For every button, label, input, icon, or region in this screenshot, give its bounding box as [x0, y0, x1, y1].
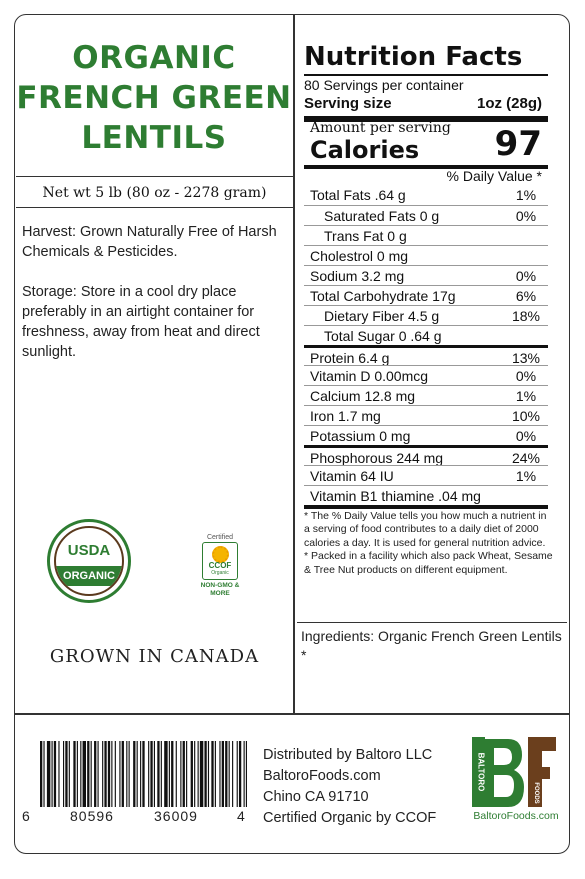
nutrient-name: Total Fats .64 g [310, 187, 406, 203]
nutrient-name: Vitamin 64 IU [310, 468, 394, 484]
ccof-logo [200, 533, 240, 601]
usda-organic-seal [47, 519, 131, 603]
nutrient-dv: 1% [515, 187, 537, 203]
barcode-bar [133, 741, 135, 807]
barcode-digit-3: 36009 [154, 808, 198, 824]
barcode-bar [142, 741, 144, 807]
column-divider [293, 14, 295, 714]
nutrient-dv: 10% [511, 408, 541, 424]
barcode-bar [215, 741, 216, 807]
serving-size-label: Serving size [304, 95, 392, 112]
barcode-bar [246, 741, 247, 807]
nutrient-dv: 13% [511, 350, 541, 366]
barcode-bar [104, 741, 106, 807]
barcode-bar [126, 741, 127, 807]
barcode-bar [43, 741, 44, 807]
rule-bottom [304, 505, 548, 509]
barcode-bar [157, 741, 159, 807]
servings-per-container: 80 Servings per container [304, 77, 464, 93]
barcode [40, 741, 248, 807]
barcode-bar [191, 741, 193, 807]
barcode-bar [119, 741, 120, 807]
nutrient-row [304, 225, 548, 246]
rule-thin [304, 74, 548, 76]
barcode-bar [94, 741, 96, 807]
barcode-bar [186, 741, 187, 807]
grown-in-canada: GROWN IN CANADA [49, 646, 260, 667]
barcode-bar [222, 741, 224, 807]
barcode-bar [176, 741, 177, 807]
usda-seal-band: ORGANIC [56, 566, 122, 586]
nutrient-name: Dietary Fiber 4.5 g [324, 308, 440, 324]
barcode-bar [91, 741, 92, 807]
barcode-bar [115, 741, 116, 807]
nutrient-row [304, 245, 548, 266]
nutrient-row [304, 485, 548, 506]
barcode-digit-1: 6 [22, 808, 31, 824]
nutrient-name: Potassium 0 mg [310, 428, 411, 444]
dist-line-4: Certified Organic by CCOF [263, 810, 437, 826]
nutrient-row [304, 325, 548, 346]
barcode-digit-2: 80596 [70, 808, 114, 824]
barcode-bar [40, 741, 42, 807]
amount-per-serving: Amount per serving [310, 120, 451, 136]
barcode-bar [83, 741, 86, 807]
barcode-bar [140, 741, 141, 807]
serving-size [304, 95, 548, 112]
title-line-1: ORGANIC [72, 40, 236, 76]
barcode-bar [73, 741, 75, 807]
barcode-bar [54, 741, 56, 807]
barcode-bar [69, 741, 70, 807]
usda-seal-top: USDA [67, 542, 111, 559]
calories-label: Calories [310, 136, 420, 164]
barcode-bar [244, 741, 245, 807]
net-weight: Net wt 5 lb (80 oz - 2278 gram) [16, 176, 293, 208]
nutrient-dv: 1% [515, 468, 537, 484]
barcode-bar [219, 741, 220, 807]
barcode-bar [65, 741, 67, 807]
nutrient-name: Saturated Fats 0 g [324, 208, 440, 224]
nutrient-dv: 1% [515, 388, 537, 404]
bottom-divider [14, 713, 570, 715]
barcode-bar [111, 741, 112, 807]
ingredients: Ingredients: Organic French Green Lentils * [297, 622, 567, 665]
barcode-bar [148, 741, 149, 807]
nutrient-dv: 6% [515, 288, 537, 304]
storage-text: Storage: Store in a cool dry place preferably in an airtight container for freshness, away from heat and direct sunlight. [22, 284, 260, 360]
nutrition-title: Nutrition Facts [304, 42, 523, 72]
nutrient-dv: 24% [511, 450, 541, 466]
nutrient-name: Vitamin D 0.00mcg [310, 368, 429, 384]
barcode-bar [237, 741, 238, 807]
barcode-bar [80, 741, 81, 807]
title-line-2: FRENCH GREEN [16, 80, 292, 116]
barcode-bar [194, 741, 195, 807]
distributor-info [263, 745, 463, 829]
nutrient-dv: 0% [515, 268, 537, 284]
barcode-bar [198, 741, 199, 807]
footnote-daily-value: * The % Daily Value tells you how much a nutrient in a serving of food contributes to a daily diet of 2000 calories a day. It is used for general nutrition advice. [304, 510, 547, 549]
title-line-3: LENTILS [81, 120, 227, 156]
nutrient-name: Total Carbohydrate 17g [310, 288, 456, 304]
barcode-bar [171, 741, 173, 807]
barcode-bar [47, 741, 50, 807]
barcode-bar [161, 741, 162, 807]
barcode-bar [204, 741, 206, 807]
barcode-bar [122, 741, 124, 807]
barcode-bar [164, 741, 167, 807]
nutrient-row [304, 405, 548, 426]
barcode-digit-4: 4 [237, 808, 246, 824]
barcode-bar [229, 741, 230, 807]
nutrient-dv: 0% [515, 428, 537, 444]
nutrient-name: Total Sugar 0 .64 g [324, 328, 442, 344]
barcode-bar [239, 741, 241, 807]
harvest-text: Harvest: Grown Naturally Free of Harsh Chemicals & Pesticides. [22, 224, 277, 260]
barcode-bar [154, 741, 155, 807]
nutrient-dv: 0% [515, 368, 537, 384]
logo-right-text: FOODS [533, 782, 539, 804]
calories-value: 97 [494, 124, 542, 164]
nutrient-dv: 0% [515, 208, 537, 224]
barcode-bar [180, 741, 181, 807]
barcode-bar [137, 741, 138, 807]
barcode-bar [150, 741, 152, 807]
nutrient-row [304, 285, 548, 306]
barcode-bar [108, 741, 110, 807]
dist-line-1: Distributed by Baltoro LLC [263, 747, 433, 763]
footnote-allergen: * Packed in a facility which also pack Wheat, Sesame & Tree Nut products on different equipment. [304, 550, 553, 576]
nutrient-name: Trans Fat 0 g [324, 228, 407, 244]
ccof-certified: Certified [206, 534, 234, 541]
footnotes [304, 510, 554, 577]
barcode-bar [200, 741, 203, 807]
barcode-bar [169, 741, 170, 807]
barcode-bar [63, 741, 64, 807]
nutrient-name: Vitamin B1 thiamine .04 mg [310, 488, 481, 504]
logo-left-text: BALTORO [476, 752, 486, 792]
nutrient-row [304, 385, 548, 406]
barcode-bar [232, 741, 233, 807]
nutrient-row [304, 265, 548, 286]
nutrition-facts-panel [304, 40, 553, 576]
barcode-bar [102, 741, 103, 807]
dist-line-2: BaltoroFoods.com [263, 768, 381, 784]
daily-value-header: % Daily Value * [446, 168, 542, 184]
barcode-bar [225, 741, 227, 807]
nutrient-row [304, 425, 548, 446]
barcode-bar [129, 741, 130, 807]
serving-size-value: 1oz (28g) [476, 95, 542, 112]
nutrient-name: Iron 1.7 mg [310, 408, 381, 424]
barcode-bar [208, 741, 209, 807]
barcode-bar [52, 741, 53, 807]
nutrient-name: Phosphorous 244 mg [310, 450, 444, 466]
barcode-bar [58, 741, 59, 807]
logo-url: BaltoroFoods.com [473, 810, 559, 822]
nutrient-dv: 18% [511, 308, 541, 324]
nutrient-row [304, 465, 548, 486]
ccof-nongmo: NON-GMO & MORE [200, 582, 240, 597]
nutrient-row [304, 185, 548, 205]
barcode-bar [98, 741, 99, 807]
barcode-bar [211, 741, 213, 807]
nutrient-name: Protein 6.4 g [310, 350, 390, 366]
product-title [16, 38, 292, 158]
nutrient-row [304, 305, 548, 326]
dist-line-3: Chino CA 91710 [263, 789, 369, 805]
nutrient-name: Cholestrol 0 mg [310, 248, 409, 264]
barcode-bar [77, 741, 78, 807]
ccof-name: CCOF [208, 561, 232, 570]
barcode-bar [87, 741, 89, 807]
nutrient-row [304, 205, 548, 226]
ccof-sub: Organic [211, 570, 229, 576]
nutrient-row [304, 365, 548, 386]
nutrient-name: Sodium 3.2 mg [310, 268, 405, 284]
barcode-bar [183, 741, 185, 807]
nutrient-name: Calcium 12.8 mg [310, 388, 416, 404]
